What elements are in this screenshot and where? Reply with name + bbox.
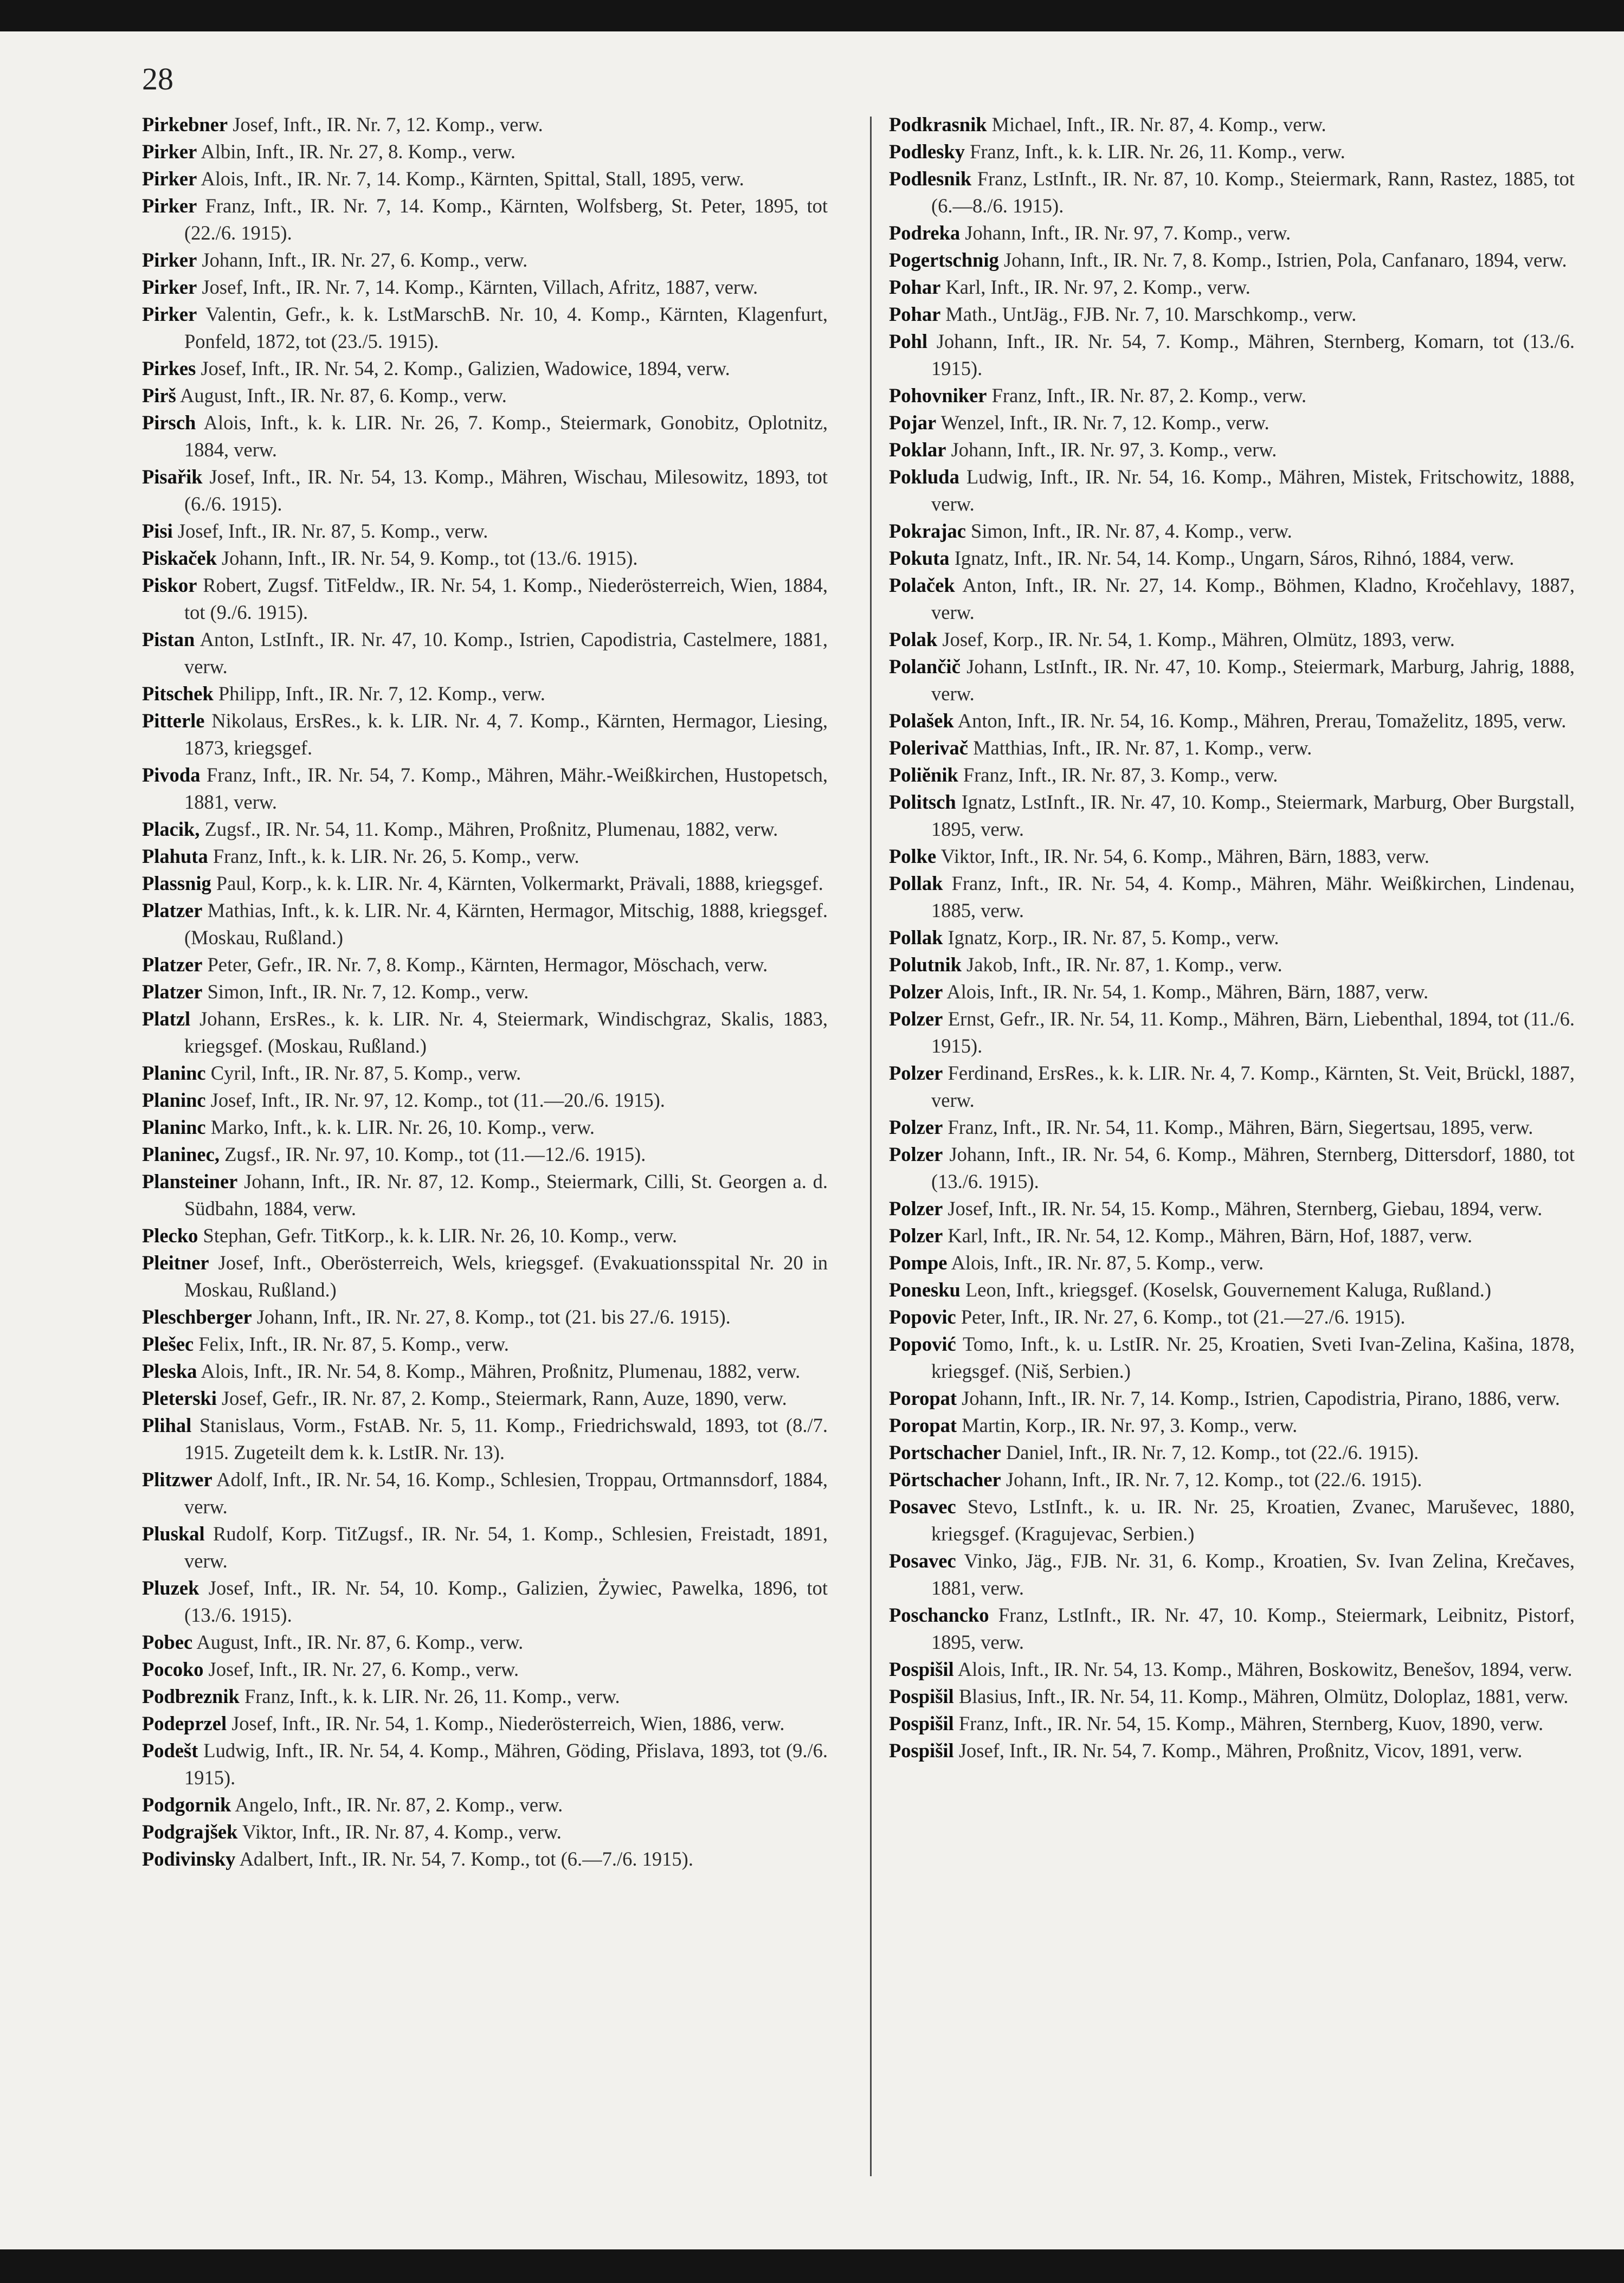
list-item <box>142 382 828 409</box>
entry-details: Josef, Inft., IR. Nr. 7, 12. Komp., verw. <box>233 113 543 136</box>
list-item <box>142 1168 828 1222</box>
entry-surname: Pisařik <box>142 466 203 488</box>
entry-details: Josef, Inft., IR. Nr. 87, 5. Komp., verw. <box>177 520 488 542</box>
entry-surname: Polzer <box>889 1116 943 1138</box>
list-item <box>889 1276 1575 1304</box>
entry-surname: Pirsch <box>142 411 196 434</box>
entry-surname: Polak <box>889 628 938 650</box>
entry-details: Ludwig, Inft., IR. Nr. 54, 16. Komp., Mähren, Mistek, Fritschowitz, 1888, verw. <box>931 466 1575 515</box>
list-item <box>142 897 828 951</box>
entry-details: Josef, Inft., IR. Nr. 97, 12. Komp., tot (11.—20./6. 1915). <box>210 1089 665 1111</box>
entry-details: Paul, Korp., k. k. LIR. Nr. 4, Kärnten, Volkermarkt, Prävali, 1888, kriegsgef. <box>216 872 823 894</box>
list-item <box>889 1141 1575 1195</box>
entry-surname: Planinc <box>142 1089 206 1111</box>
entry-details: Franz, Inft., IR. Nr. 54, 7. Komp., Mähren, Mähr.-Weißkirchen, Hustopetsch, 1881, verw. <box>184 764 828 813</box>
entry-details: Josef, Inft., IR. Nr. 54, 13. Komp., Mähren, Wischau, Milesowitz, 1893, tot (6./6. 1915). <box>184 466 828 515</box>
list-item <box>889 1114 1575 1141</box>
entry-surname: Pistan <box>142 628 195 650</box>
entry-surname: Podreka <box>889 222 961 244</box>
list-item <box>889 1195 1575 1222</box>
entry-surname: Polke <box>889 845 937 867</box>
entry-surname: Plassnig <box>142 872 211 894</box>
list-item <box>142 1005 828 1060</box>
list-item <box>142 1385 828 1412</box>
entry-surname: Podgornik <box>142 1794 231 1816</box>
entry-surname: Pitschek <box>142 682 214 705</box>
list-item <box>889 274 1575 301</box>
entry-surname: Pirker <box>142 276 197 298</box>
entry-surname: Pirker <box>142 167 197 190</box>
entry-surname: Pompe <box>889 1252 948 1274</box>
list-item <box>889 734 1575 762</box>
entry-details: Franz, Inft., k. k. LIR. Nr. 26, 11. Komp., verw. <box>970 140 1345 163</box>
entry-details: Zugsf., IR. Nr. 54, 11. Komp., Mähren, Proßnitz, Plumenau, 1882, verw. <box>204 818 778 840</box>
entry-details: Matthias, Inft., IR. Nr. 87, 1. Komp., verw. <box>973 737 1312 759</box>
entry-details: Mathias, Inft., k. k. LIR. Nr. 4, Kärnten, Hermagor, Mitschig, 1888, kriegsgef. (Moskau, Rußland.) <box>184 899 828 949</box>
entry-surname: Polzer <box>889 981 943 1003</box>
entry-details: Josef, Inft., IR. Nr. 54, 7. Komp., Mähren, Proßnitz, Vicov, 1891, verw. <box>958 1739 1523 1762</box>
list-item <box>142 816 828 843</box>
list-item <box>889 1005 1575 1060</box>
entry-surname: Podkrasnik <box>889 113 987 136</box>
list-item <box>142 680 828 707</box>
entry-details: Johann, Inft., IR. Nr. 54, 7. Komp., Mähren, Sternberg, Komarn, tot (13./6. 1915). <box>931 330 1575 379</box>
entry-details: Franz, LstInft., IR. Nr. 47, 10. Komp., Steiermark, Leibnitz, Pistorf, 1895, verw. <box>931 1604 1575 1653</box>
entry-details: Johann, ErsRes., k. k. LIR. Nr. 4, Steiermark, Windischgraz, Skalis, 1883, kriegsgef. (Moskau, Rußland.) <box>184 1008 828 1057</box>
list-item <box>142 1249 828 1304</box>
list-item <box>889 1304 1575 1331</box>
entry-details: Franz, Inft., k. k. LIR. Nr. 26, 5. Komp., verw. <box>212 845 579 867</box>
entry-surname: Plecko <box>142 1224 198 1247</box>
entry-surname: Portschacher <box>889 1441 1001 1463</box>
entry-surname: Pirker <box>142 249 197 271</box>
entry-surname: Polerivač <box>889 737 968 759</box>
entry-details: August, Inft., IR. Nr. 87, 6. Komp., verw. <box>179 384 507 407</box>
entry-surname: Posavec <box>889 1550 956 1572</box>
entry-details: Johann, Inft., IR. Nr. 97, 3. Komp., verw. <box>951 438 1277 461</box>
entry-details: Peter, Gefr., IR. Nr. 7, 8. Komp., Kärnten, Hermagor, Möschach, verw. <box>207 953 768 976</box>
list-item <box>889 843 1575 870</box>
list-item <box>142 1087 828 1114</box>
list-item <box>889 436 1575 463</box>
entry-details: Josef, Inft., IR. Nr. 54, 10. Komp., Galizien, Żywiec, Pawelka, 1896, tot (13./6. 1915). <box>184 1577 828 1626</box>
list-item <box>889 301 1575 328</box>
entry-details: Valentin, Gefr., k. k. LstMarschB. Nr. 10, 4. Komp., Kärnten, Klagenfurt, Ponfeld, 1872, tot (23./5. 1915). <box>184 303 828 352</box>
entry-details: Nikolaus, ErsRes., k. k. LIR. Nr. 4, 7. Komp., Kärnten, Hermagor, Liesing, 1873, kriegsgef. <box>184 710 828 759</box>
list-item <box>142 572 828 626</box>
scan-border-bottom <box>0 2249 1624 2283</box>
entry-surname: Piskor <box>142 574 197 596</box>
entry-surname: Poschancko <box>889 1604 989 1626</box>
list-item <box>142 1304 828 1331</box>
list-item <box>142 951 828 978</box>
entry-surname: Polzer <box>889 1062 943 1084</box>
entry-surname: Platzer <box>142 899 203 921</box>
entry-details: Anton, Inft., IR. Nr. 54, 16. Komp., Mähren, Prerau, Tomaželitz, 1895, verw. <box>957 710 1567 732</box>
list-item <box>889 382 1575 409</box>
list-item <box>889 1385 1575 1412</box>
entry-surname: Plansteiner <box>142 1170 238 1192</box>
list-item <box>142 1141 828 1168</box>
entry-surname: Pobec <box>142 1631 193 1653</box>
entry-details: Blasius, Inft., IR. Nr. 54, 11. Komp., Mähren, Olmütz, Doloplaz, 1881, verw. <box>958 1685 1569 1707</box>
entry-surname: Pluskal <box>142 1523 205 1545</box>
entry-surname: Pirš <box>142 384 176 407</box>
entry-details: Ignatz, Inft., IR. Nr. 54, 14. Komp., Ungarn, Sáros, Rihnó, 1884, verw. <box>954 547 1515 569</box>
list-item <box>142 1466 828 1520</box>
entry-details: Robert, Zugsf. TitFeldw., IR. Nr. 54, 1. Komp., Niederösterreich, Wien, 1884, tot (9./6. 1915). <box>184 574 828 623</box>
list-item <box>889 789 1575 843</box>
entry-surname: Planinec, <box>142 1143 220 1165</box>
entry-details: Peter, Inft., IR. Nr. 27, 6. Komp., tot (21.—27./6. 1915). <box>961 1306 1406 1328</box>
entry-surname: Podbreznik <box>142 1685 240 1707</box>
entry-details: Josef, Inft., Oberösterreich, Wels, kriegsgef. (Evakuationsspital Nr. 20 in Moskau, Rußland.) <box>184 1252 828 1301</box>
entry-surname: Pokluda <box>889 466 959 488</box>
entry-surname: Popovic <box>889 1306 956 1328</box>
entry-surname: Plitzwer <box>142 1468 212 1491</box>
list-item <box>889 1331 1575 1385</box>
list-item <box>142 1791 828 1818</box>
entry-details: Alois, Inft., IR. Nr. 54, 8. Komp., Mähren, Proßnitz, Plumenau, 1882, verw. <box>201 1360 801 1382</box>
entry-details: Josef, Korp., IR. Nr. 54, 1. Komp., Mähren, Olmütz, 1893, verw. <box>942 628 1455 650</box>
entry-details: Stephan, Gefr. TitKorp., k. k. LIR. Nr. 26, 10. Komp., verw. <box>203 1224 678 1247</box>
entry-details: Adolf, Inft., IR. Nr. 54, 16. Komp., Schlesien, Troppau, Ortmannsdorf, 1884, verw. <box>184 1468 828 1518</box>
entry-surname: Pospišil <box>889 1739 954 1762</box>
entry-surname: Polzer <box>889 1224 943 1247</box>
list-item <box>889 1683 1575 1710</box>
entry-surname: Pogertschnig <box>889 249 999 271</box>
list-item <box>142 355 828 382</box>
list-item <box>889 328 1575 382</box>
entry-surname: Pohovniker <box>889 384 987 407</box>
list-item <box>142 1818 828 1846</box>
entry-details: Josef, Inft., IR. Nr. 27, 6. Komp., verw. <box>208 1658 519 1680</box>
entry-surname: Pleska <box>142 1360 197 1382</box>
entry-details: Anton, LstInft., IR. Nr. 47, 10. Komp., Istrien, Capodistria, Castelmere, 1881, verw. <box>184 628 828 678</box>
entry-details: Johann, Inft., IR. Nr. 27, 8. Komp., tot (21. bis 27./6. 1915). <box>256 1306 731 1328</box>
entry-details: Franz, Inft., IR. Nr. 7, 14. Komp., Kärnten, Wolfsberg, St. Peter, 1895, tot (22./6. 1915). <box>184 195 828 244</box>
list-item <box>889 1602 1575 1656</box>
list-item <box>142 111 828 138</box>
entry-details: Adalbert, Inft., IR. Nr. 54, 7. Komp., tot (6.—7./6. 1915). <box>239 1848 693 1870</box>
entry-surname: Pohar <box>889 276 941 298</box>
list-item <box>889 653 1575 707</box>
entry-details: Josef, Inft., IR. Nr. 7, 14. Komp., Kärnten, Villach, Afritz, 1887, verw. <box>202 276 758 298</box>
entry-details: Ferdinand, ErsRes., k. k. LIR. Nr. 4, 7. Komp., Kärnten, St. Veit, Brückl, 1887, verw. <box>931 1062 1575 1111</box>
entry-details: Daniel, Inft., IR. Nr. 7, 12. Komp., tot (22./6. 1915). <box>1006 1441 1419 1463</box>
list-item <box>889 1249 1575 1276</box>
entry-details: Cyril, Inft., IR. Nr. 87, 5. Komp., verw. <box>210 1062 521 1084</box>
list-item <box>142 1683 828 1710</box>
entry-details: Johann, Inft., IR. Nr. 97, 7. Komp., verw. <box>965 222 1291 244</box>
entry-surname: Pokuta <box>889 547 950 569</box>
entry-details: Franz, Inft., IR. Nr. 87, 2. Komp., verw. <box>991 384 1307 407</box>
entry-surname: Pirkes <box>142 357 196 379</box>
entry-details: Ernst, Gefr., IR. Nr. 54, 11. Komp., Mähren, Bärn, Liebenthal, 1894, tot (11./6. 1915). <box>931 1008 1575 1057</box>
entry-details: August, Inft., IR. Nr. 87, 6. Komp., verw. <box>196 1631 524 1653</box>
entry-details: Stanislaus, Vorm., FstAB. Nr. 5, 11. Komp., Friedrichswald, 1893, tot (8./7. 1915. Zugeteilt dem k. k. LstIR. Nr. 13). <box>184 1414 828 1463</box>
list-item <box>889 1656 1575 1683</box>
entry-details: Johann, Inft., IR. Nr. 7, 12. Komp., tot (22./6. 1915). <box>1006 1468 1422 1491</box>
entry-surname: Pisi <box>142 520 173 542</box>
list-item <box>142 409 828 463</box>
entry-surname: Podgrajšek <box>142 1821 238 1843</box>
list-item <box>142 1846 828 1873</box>
entry-surname: Pocoko <box>142 1658 204 1680</box>
entry-surname: Plihal <box>142 1414 192 1436</box>
list-item <box>142 1060 828 1087</box>
entry-surname: Polzer <box>889 1197 943 1220</box>
list-item <box>889 463 1575 518</box>
entry-details: Johann, Inft., IR. Nr. 87, 12. Komp., Steiermark, Cilli, St. Georgen a. d. Südbahn, 1884, verw. <box>184 1170 828 1220</box>
list-item <box>142 165 828 192</box>
list-item <box>142 1222 828 1249</box>
entry-details: Josef, Inft., IR. Nr. 54, 1. Komp., Niederösterreich, Wien, 1886, verw. <box>231 1712 785 1734</box>
list-item <box>142 301 828 355</box>
entry-surname: Podlesnik <box>889 167 972 190</box>
list-item <box>142 978 828 1005</box>
entry-surname: Pospišil <box>889 1685 954 1707</box>
entry-surname: Pörtschacher <box>889 1468 1001 1491</box>
entry-surname: Posavec <box>889 1495 956 1518</box>
entry-surname: Podlesky <box>889 140 965 163</box>
entry-surname: Platzer <box>142 981 203 1003</box>
entry-surname: Pojar <box>889 411 937 434</box>
list-item <box>889 1737 1575 1764</box>
entry-details: Franz, Inft., IR. Nr. 54, 4. Komp., Mähren, Mähr. Weißkirchen, Lindenau, 1885, verw. <box>931 872 1575 921</box>
column-divider <box>870 117 872 2176</box>
list-item <box>142 1114 828 1141</box>
entry-surname: Plahuta <box>142 845 208 867</box>
entry-details: Franz, Inft., IR. Nr. 54, 15. Komp., Mähren, Sternberg, Kuov, 1890, verw. <box>958 1712 1544 1734</box>
entry-surname: Pospišil <box>889 1658 954 1680</box>
entry-details: Leon, Inft., kriegsgef. (Koselsk, Gouvernement Kaluga, Rußland.) <box>965 1279 1492 1301</box>
entry-details: Tomo, Inft., k. u. LstIR. Nr. 25, Kroatien, Sveti Ivan-Zelina, Kašina, 1878, kriegsgef. (Niš, Serbien.) <box>931 1333 1575 1382</box>
entry-surname: Polutnik <box>889 953 962 976</box>
entry-surname: Poklar <box>889 438 946 461</box>
entry-surname: Pirker <box>142 140 197 163</box>
entry-details: Franz, Inft., k. k. LIR. Nr. 26, 11. Komp., verw. <box>244 1685 620 1707</box>
list-item <box>142 1575 828 1629</box>
list-item <box>889 545 1575 572</box>
entry-surname: Pleterski <box>142 1387 217 1409</box>
entry-surname: Polančič <box>889 655 961 678</box>
entry-surname: Polašek <box>889 710 954 732</box>
entry-surname: Pospišil <box>889 1712 954 1734</box>
entry-details: Marko, Inft., k. k. LIR. Nr. 26, 10. Komp., verw. <box>210 1116 595 1138</box>
list-item <box>142 1412 828 1466</box>
list-item <box>889 572 1575 626</box>
entry-details: Josef, Gefr., IR. Nr. 87, 2. Komp., Steiermark, Rann, Auze, 1890, verw. <box>221 1387 787 1409</box>
entry-surname: Podešt <box>142 1739 198 1762</box>
list-item <box>889 978 1575 1005</box>
list-item <box>889 1547 1575 1602</box>
list-item <box>889 165 1575 220</box>
entry-details: Johann, Inft., IR. Nr. 54, 9. Komp., tot (13./6. 1915). <box>222 547 638 569</box>
entry-surname: Plešec <box>142 1333 194 1355</box>
entry-details: Franz, LstInft., IR. Nr. 87, 10. Komp., Steiermark, Rann, Rastez, 1885, tot (6.—8./6. 1915). <box>931 167 1575 217</box>
list-item <box>889 1412 1575 1439</box>
entry-details: Alois, Inft., IR. Nr. 87, 5. Komp., verw. <box>951 1252 1264 1274</box>
entry-details: Philipp, Inft., IR. Nr. 7, 12. Komp., verw. <box>218 682 545 705</box>
list-item <box>142 545 828 572</box>
entry-surname: Polzer <box>889 1008 943 1030</box>
entry-details: Rudolf, Korp. TitZugsf., IR. Nr. 54, 1. Komp., Schlesien, Freistadt, 1891, verw. <box>184 1523 828 1572</box>
list-item <box>889 247 1575 274</box>
entry-details: Vinko, Jäg., FJB. Nr. 31, 6. Komp., Kroatien, Sv. Ivan Zelina, Krečaves, 1881, verw. <box>931 1550 1575 1599</box>
list-item <box>142 1710 828 1737</box>
list-item <box>142 843 828 870</box>
entry-details: Michael, Inft., IR. Nr. 87, 4. Komp., verw. <box>991 113 1326 136</box>
entry-surname: Ponesku <box>889 1279 961 1301</box>
entry-details: Johann, Inft., IR. Nr. 54, 6. Komp., Mähren, Sternberg, Dittersdorf, 1880, tot (13./6. 1915). <box>931 1143 1575 1192</box>
list-item <box>142 274 828 301</box>
entry-surname: Pirker <box>142 195 197 217</box>
list-item <box>889 951 1575 978</box>
entry-details: Angelo, Inft., IR. Nr. 87, 2. Komp., verw. <box>235 1794 563 1816</box>
entry-details: Franz, Inft., IR. Nr. 87, 3. Komp., verw. <box>963 764 1278 786</box>
entry-details: Felix, Inft., IR. Nr. 87, 5. Komp., verw. <box>198 1333 509 1355</box>
entry-surname: Pohar <box>889 303 941 325</box>
list-item <box>889 870 1575 924</box>
list-item <box>889 518 1575 545</box>
entry-details: Alois, Inft., IR. Nr. 7, 14. Komp., Kärnten, Spittal, Stall, 1895, verw. <box>201 167 744 190</box>
entry-details: Johann, LstInft., IR. Nr. 47, 10. Komp., Steiermark, Marburg, Jahrig, 1888, verw. <box>931 655 1575 705</box>
entry-surname: Placik, <box>142 818 200 840</box>
entry-details: Wenzel, Inft., IR. Nr. 7, 12. Komp., verw. <box>940 411 1269 434</box>
list-item <box>889 1466 1575 1493</box>
list-item <box>889 1493 1575 1547</box>
list-item <box>142 1520 828 1575</box>
entry-details: Josef, Inft., IR. Nr. 54, 15. Komp., Mähren, Sternberg, Giebau, 1894, verw. <box>948 1197 1543 1220</box>
list-item <box>889 762 1575 789</box>
entry-details: Albin, Inft., IR. Nr. 27, 8. Komp., verw. <box>201 140 516 163</box>
entry-surname: Poropat <box>889 1387 957 1409</box>
list-item <box>889 924 1575 951</box>
entry-surname: Platzer <box>142 953 203 976</box>
list-item <box>142 192 828 247</box>
entry-surname: Pohl <box>889 330 927 352</box>
entry-surname: Pivoda <box>142 764 201 786</box>
list-item <box>142 1331 828 1358</box>
entry-details: Alois, Inft., k. k. LIR. Nr. 26, 7. Komp., Steiermark, Gonobitz, Oplotnitz, 1884, verw. <box>184 411 828 461</box>
scan-border-top <box>0 0 1624 31</box>
entry-details: Viktor, Inft., IR. Nr. 87, 4. Komp., verw. <box>242 1821 562 1843</box>
list-item <box>889 220 1575 247</box>
entry-details: Ludwig, Inft., IR. Nr. 54, 4. Komp., Mähren, Göding, Přislava, 1893, tot (9./6. 1915). <box>184 1739 828 1789</box>
page-number: 28 <box>142 61 173 96</box>
list-item <box>142 1656 828 1683</box>
list-item <box>142 626 828 680</box>
entry-surname: Politsch <box>889 791 956 813</box>
entry-surname: Polaček <box>889 574 955 596</box>
list-item <box>889 409 1575 436</box>
entry-surname: Pollak <box>889 872 943 894</box>
entry-details: Franz, Inft., IR. Nr. 54, 11. Komp., Mähren, Bärn, Siegertsau, 1895, verw. <box>948 1116 1533 1138</box>
list-item <box>889 138 1575 165</box>
entry-surname: Podeprzel <box>142 1712 227 1734</box>
entry-surname: Pollak <box>889 926 943 949</box>
list-item <box>142 762 828 816</box>
entry-surname: Pitterle <box>142 710 205 732</box>
entry-surname: Popović <box>889 1333 956 1355</box>
right-column <box>889 111 1575 1764</box>
entry-surname: Polzer <box>889 1143 943 1165</box>
entry-surname: Poropat <box>889 1414 957 1436</box>
list-item <box>142 1629 828 1656</box>
entry-details: Johann, Inft., IR. Nr. 27, 6. Komp., verw. <box>202 249 528 271</box>
list-item <box>142 1358 828 1385</box>
entry-surname: Pleitner <box>142 1252 209 1274</box>
entry-details: Alois, Inft., IR. Nr. 54, 13. Komp., Mähren, Boskowitz, Benešov, 1894, verw. <box>957 1658 1573 1680</box>
entry-details: Ignatz, Korp., IR. Nr. 87, 5. Komp., verw. <box>948 926 1279 949</box>
entry-surname: Pluzek <box>142 1577 199 1599</box>
list-item <box>889 1439 1575 1466</box>
entry-details: Ignatz, LstInft., IR. Nr. 47, 10. Komp., Steiermark, Marburg, Ober Burgstall, 1895, verw. <box>931 791 1575 840</box>
entry-surname: Planinc <box>142 1062 206 1084</box>
entry-details: Alois, Inft., IR. Nr. 54, 1. Komp., Mähren, Bärn, 1887, verw. <box>946 981 1429 1003</box>
entry-surname: Planinc <box>142 1116 206 1138</box>
entry-details: Viktor, Inft., IR. Nr. 54, 6. Komp., Mähren, Bärn, 1883, verw. <box>940 845 1429 867</box>
list-item <box>142 463 828 518</box>
entry-surname: Pleschberger <box>142 1306 252 1328</box>
entry-details: Karl, Inft., IR. Nr. 54, 12. Komp., Mähren, Bärn, Hof, 1887, verw. <box>948 1224 1473 1247</box>
list-item <box>889 626 1575 653</box>
list-item <box>889 707 1575 734</box>
entry-surname: Poliĕnik <box>889 764 958 786</box>
list-item <box>142 1737 828 1791</box>
list-item <box>889 1222 1575 1249</box>
list-item <box>889 1060 1575 1114</box>
entry-details: Jakob, Inft., IR. Nr. 87, 1. Komp., verw. <box>966 953 1283 976</box>
list-item <box>142 138 828 165</box>
entry-details: Simon, Inft., IR. Nr. 87, 4. Komp., verw. <box>971 520 1292 542</box>
left-column <box>142 111 828 1873</box>
entry-details: Johann, Inft., IR. Nr. 7, 8. Komp., Istrien, Pola, Canfanaro, 1894, verw. <box>1003 249 1567 271</box>
list-item <box>142 518 828 545</box>
list-item <box>142 707 828 762</box>
list-item <box>142 247 828 274</box>
entry-details: Martin, Korp., IR. Nr. 97, 3. Komp., verw. <box>962 1414 1298 1436</box>
entry-details: Zugsf., IR. Nr. 97, 10. Komp., tot (11.—12./6. 1915). <box>224 1143 646 1165</box>
entry-details: Karl, Inft., IR. Nr. 97, 2. Komp., verw. <box>945 276 1251 298</box>
entry-details: Math., UntJäg., FJB. Nr. 7, 10. Marschkomp., verw. <box>945 303 1357 325</box>
entry-surname: Pokrajac <box>889 520 966 542</box>
list-item <box>889 111 1575 138</box>
entry-details: Josef, Inft., IR. Nr. 54, 2. Komp., Galizien, Wadowice, 1894, verw. <box>201 357 730 379</box>
entry-surname: Pirker <box>142 303 197 325</box>
list-item <box>889 1710 1575 1737</box>
entry-details: Anton, Inft., IR. Nr. 27, 14. Komp., Böhmen, Kladno, Kročehlavy, 1887, verw. <box>931 574 1575 623</box>
list-item <box>142 870 828 897</box>
entry-details: Johann, Inft., IR. Nr. 7, 14. Komp., Istrien, Capodistria, Pirano, 1886, verw. <box>962 1387 1560 1409</box>
entry-surname: Podivinsky <box>142 1848 236 1870</box>
entry-surname: Piskaček <box>142 547 217 569</box>
entry-surname: Pirkebner <box>142 113 228 136</box>
entry-details: Simon, Inft., IR. Nr. 7, 12. Komp., verw. <box>207 981 529 1003</box>
entry-details: Stevo, LstInft., k. u. IR. Nr. 25, Kroatien, Zvanec, Maruševec, 1880, kriegsgef. (Kragujevac, Serbien.) <box>931 1495 1575 1545</box>
entry-surname: Platzl <box>142 1008 191 1030</box>
